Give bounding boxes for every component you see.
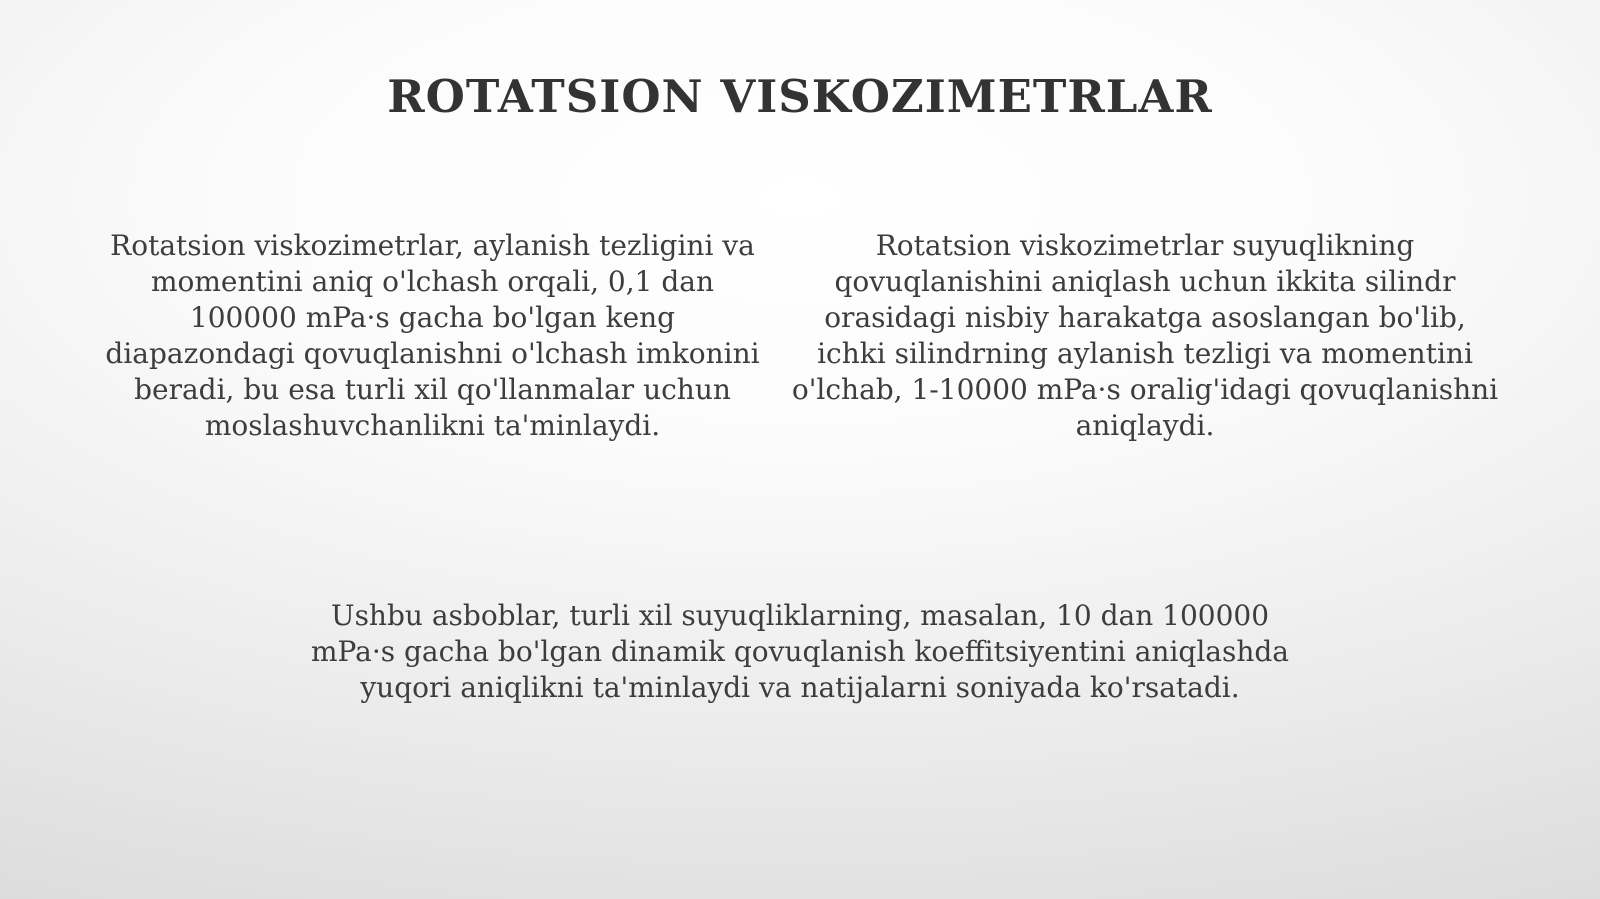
slide-title: ROTATSION VISKOZIMETRLAR xyxy=(387,70,1213,123)
paragraph-right: Rotatsion viskozimetrlar suyuqlikning qovuqlanishini aniqlash uchun ikkita silindr orasidagi nisbiy harakatga asoslangan bo'lib, ichki silindrning aylanish tezligi va momentini o'lchab, 1-10000 mPa·s oralig'idagi qovuqlanishni aniqlaydi. xyxy=(791,229,1499,442)
paragraph-bottom: Ushbu asboblar, turli xil suyuqliklarning, masalan, 10 dan 100000 mPa·s gacha bo'lgan dinamik qovuqlanish koeffitsiyentini aniqlashda yuqori aniqlikni ta'minlaydi va natijalarni soniyada ko'rsatadi. xyxy=(311,599,1289,704)
paragraph-left: Rotatsion viskozimetrlar, aylanish tezligini va momentini aniq o'lchash orqali, 0,1 dan 100000 mPa·s gacha bo'lgan keng diapazondagi qovuqlanishni o'lchash imkonini beradi, bu esa turli xil qo'llanmalar uchun moslashuvchanlikni ta'minlaydi. xyxy=(105,229,760,442)
